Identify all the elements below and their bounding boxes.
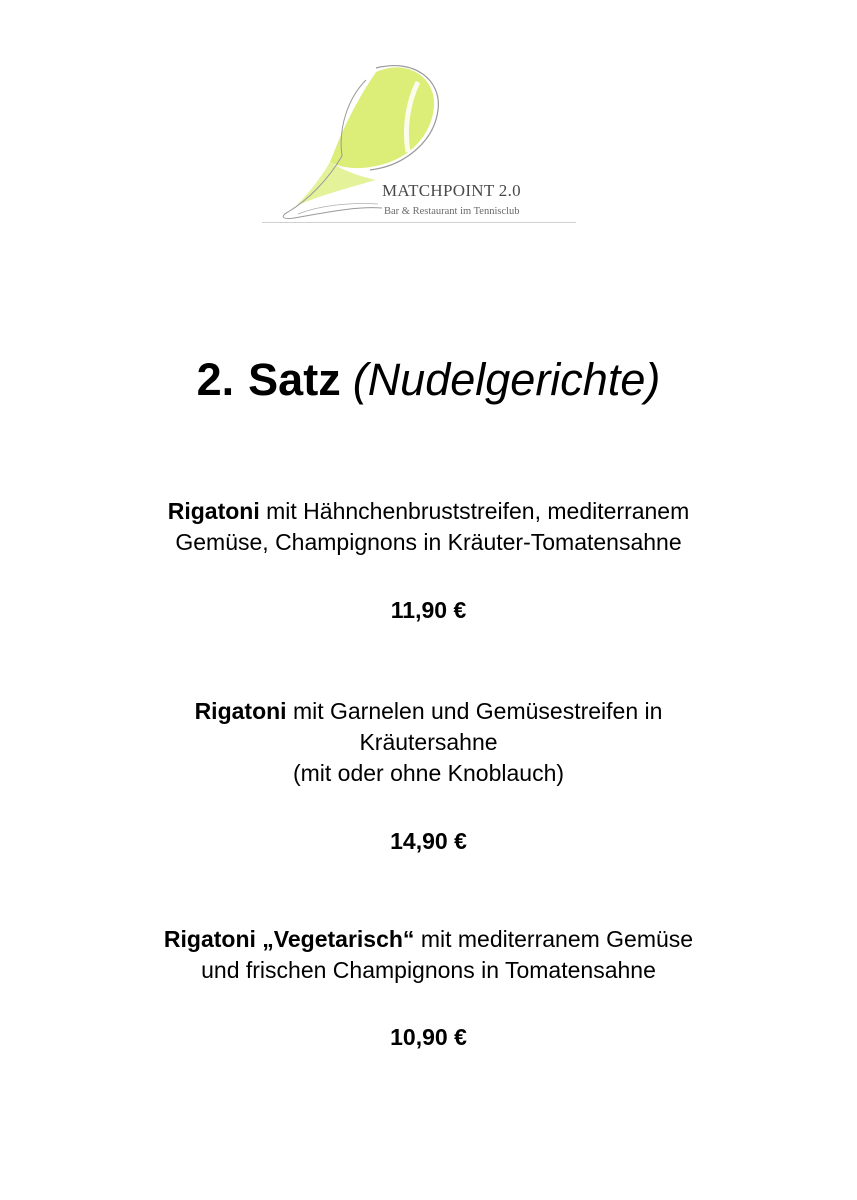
item-description: mit Hähnchenbruststreifen, mediterranem <box>266 498 690 524</box>
item-description-line: Gemüse, Champignons in Kräuter-Tomatensahne <box>175 529 682 555</box>
item-description-line <box>40 924 817 955</box>
section-word: Satz <box>248 354 341 405</box>
item-description-line: und frischen Champignons in Tomatensahne <box>201 957 656 983</box>
restaurant-name: MATCHPOINT 2.0 <box>382 181 521 200</box>
restaurant-logo <box>258 58 580 230</box>
tennis-ball-racket-icon <box>258 58 580 230</box>
item-description-line: (mit oder ohne Knoblauch) <box>292 760 565 786</box>
menu-item <box>40 496 817 558</box>
item-price: 14,90 € <box>390 828 467 854</box>
menu-item <box>40 696 817 789</box>
item-price: 11,90 € <box>390 597 467 623</box>
item-description-line <box>40 496 817 527</box>
item-name: Rigatoni <box>167 498 260 524</box>
logo-divider <box>262 222 576 223</box>
item-description-line: Kräutersahne <box>359 729 498 755</box>
item-name: Rigatoni <box>194 698 287 724</box>
item-description-line <box>40 696 817 727</box>
section-subtitle: (Nudelgerichte) <box>352 354 661 405</box>
item-price: 10,90 € <box>390 1024 467 1050</box>
item-description: mit Garnelen und Gemüsestreifen in <box>292 698 663 724</box>
restaurant-tagline: Bar & Restaurant im Tennisclub <box>384 206 520 217</box>
section-number: 2. <box>196 354 235 405</box>
item-description: mit mediterranem Gemüse <box>420 926 694 952</box>
menu-section-title <box>0 350 857 410</box>
item-name: Rigatoni „Vegetarisch“ <box>163 926 415 952</box>
menu-item <box>40 924 817 986</box>
